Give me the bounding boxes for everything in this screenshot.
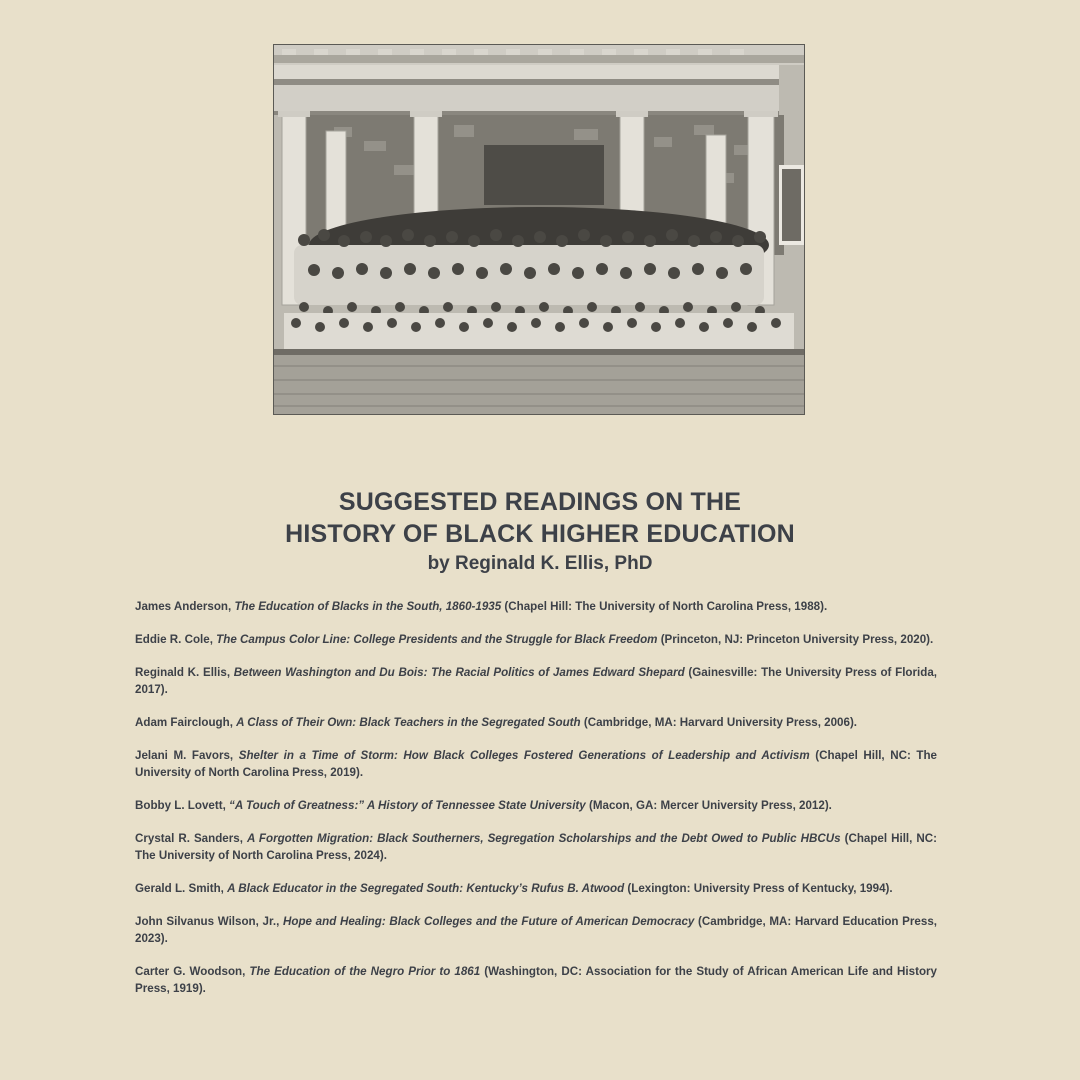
reading-item: Adam Fairclough, A Class of Their Own: Black Teachers in the Segregated South (Cambridge, MA: Harvard University Press, 2006). — [135, 716, 858, 729]
reading-item: Carter G. Woodson, The Education of the Negro Prior to 1861 (Washington, DC: Association for the Study of African American Life and History Press, 1919). — [135, 965, 938, 995]
page-title-line-2: HISTORY OF BLACK HIGHER EDUCATION — [285, 520, 795, 548]
reading-item: Jelani M. Favors, Shelter in a Time of Storm: How Black Colleges Fostered Generations of Leadership and Activism (Chapel Hill, NC: The University of North Carolina Press, 2019). — [135, 749, 938, 779]
reading-item: Reginald K. Ellis, Between Washington and Du Bois: The Racial Politics of James Edward Shepard (Gainesville: The University Press of Florida, 2017). — [135, 666, 937, 696]
title-block — [0, 486, 1080, 577]
author-byline: by Reginald K. Ellis, PhD — [427, 553, 653, 574]
historic-group-photo — [273, 44, 805, 415]
reading-item: John Silvanus Wilson, Jr., Hope and Healing: Black Colleges and the Future of American Democracy (Cambridge, MA: Harvard Education Press, 2023). — [135, 915, 937, 945]
reading-list — [135, 598, 937, 1013]
reading-item: Bobby L. Lovett, “A Touch of Greatness:” A History of Tennessee State University (Macon, GA: Mercer University Press, 2012). — [135, 799, 832, 812]
reading-item: Crystal R. Sanders, A Forgotten Migration: Black Southerners, Segregation Scholarships and the Debt Owed to Public HBCUs (Chapel Hill, NC: The University of North Carolina Press, 2024). — [135, 832, 938, 862]
reading-item: James Anderson, The Education of Blacks in the South, 1860-1935 (Chapel Hill: The University of North Carolina Press, 1988). — [135, 600, 828, 613]
reading-item: Gerald L. Smith, A Black Educator in the Segregated South: Kentucky’s Rufus B. Atwood (Lexington: University Press of Kentucky, 1994). — [135, 882, 893, 895]
reading-item: Eddie R. Cole, The Campus Color Line: College Presidents and the Struggle for Black Freedom (Princeton, NJ: Princeton University Press, 2020). — [135, 633, 934, 646]
page-title-line-1: SUGGESTED READINGS ON THE — [338, 488, 742, 516]
group-photo-icon — [274, 45, 804, 414]
